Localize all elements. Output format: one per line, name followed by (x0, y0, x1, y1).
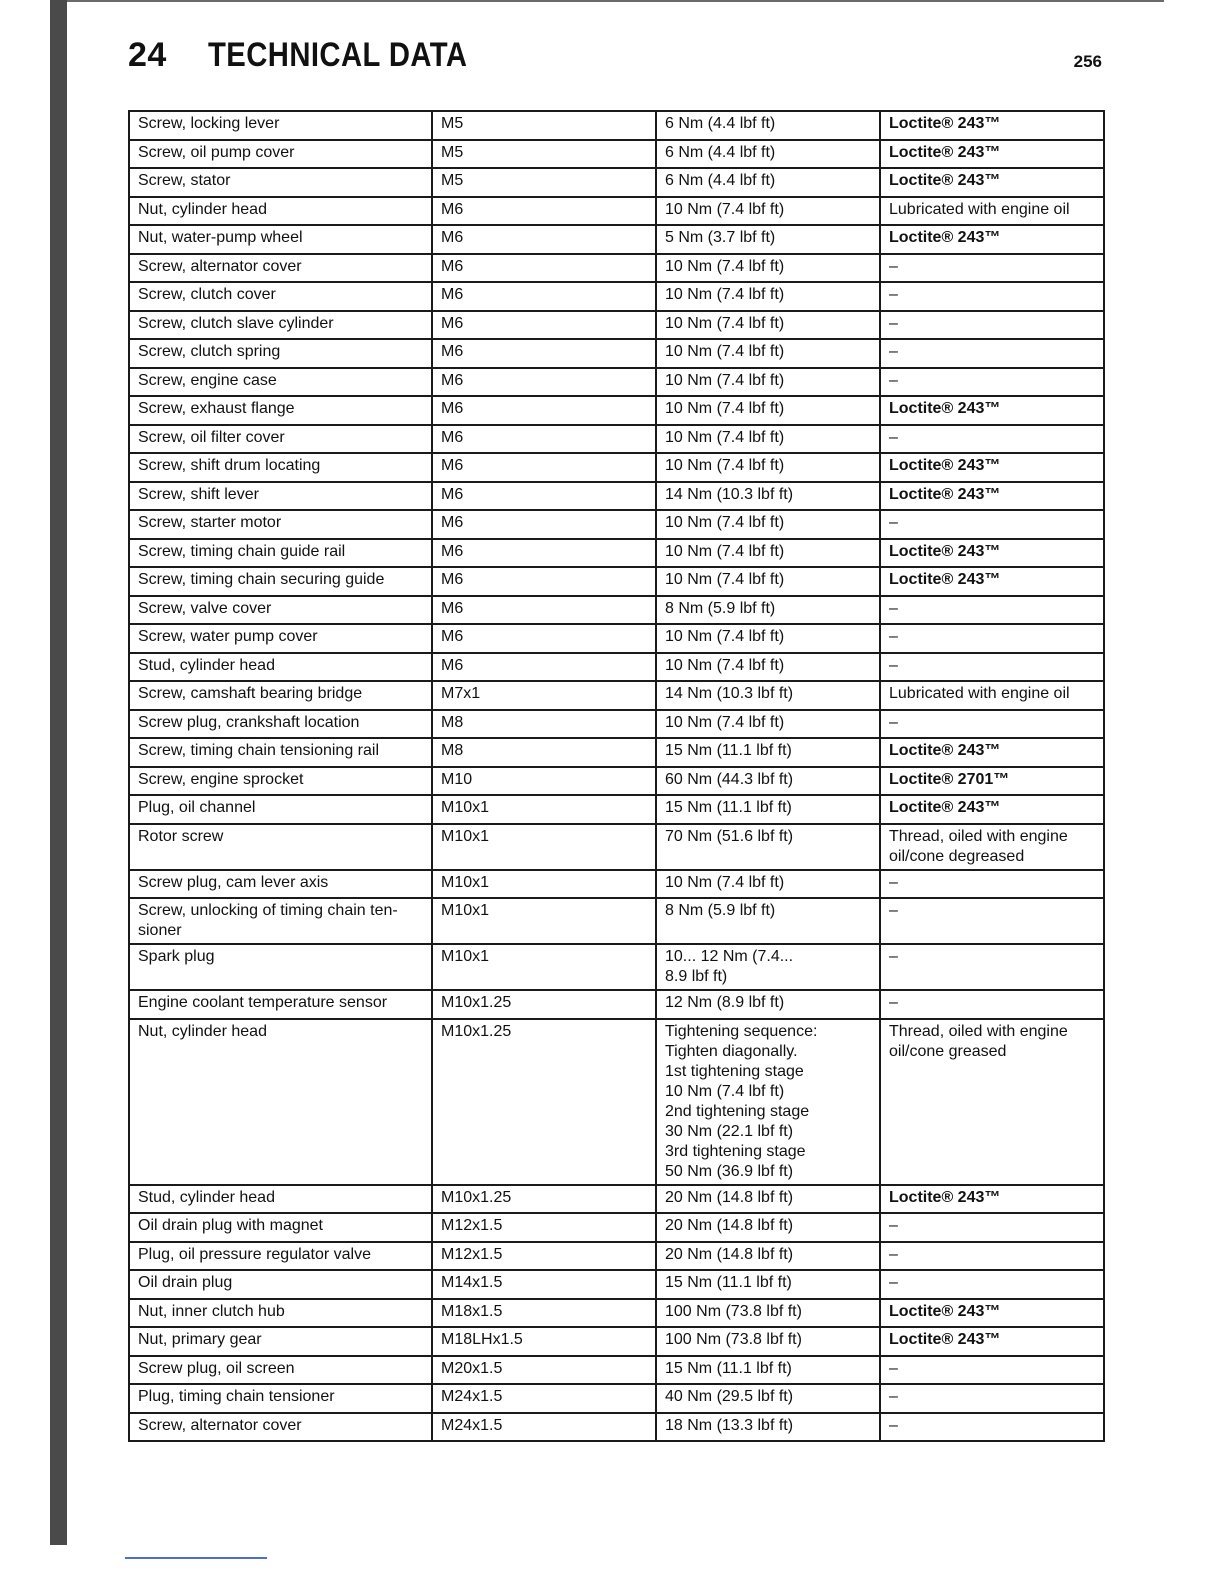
table-cell-remark: Loctite® 243™ (880, 225, 1104, 254)
table-cell-remark: – (880, 1213, 1104, 1242)
table-cell-thread: M10 (432, 767, 656, 796)
table-cell-remark: – (880, 311, 1104, 340)
table-cell-component: Engine coolant temperature sensor (129, 990, 432, 1019)
table-row (129, 653, 1104, 682)
table-row (129, 425, 1104, 454)
table-cell-torque: 15 Nm (11.1 lbf ft) (656, 795, 880, 824)
table-row (129, 710, 1104, 739)
table-cell-thread: M6 (432, 396, 656, 425)
table-cell-remark: Lubricated with engine oil (880, 681, 1104, 710)
table-cell-component: Screw, starter motor (129, 510, 432, 539)
table-cell-component: Oil drain plug (129, 1270, 432, 1299)
table-cell-thread: M10x1 (432, 944, 656, 990)
table-cell-remark: Loctite® 243™ (880, 140, 1104, 169)
table-cell-remark: Thread, oiled with engine oil/cone greased (880, 1019, 1104, 1185)
table-cell-thread: M10x1 (432, 824, 656, 870)
table-cell-remark: – (880, 282, 1104, 311)
table-row (129, 197, 1104, 226)
table-cell-torque: 10... 12 Nm (7.4... 8.9 lbf ft) (656, 944, 880, 990)
table-cell-remark: Loctite® 243™ (880, 453, 1104, 482)
table-cell-torque: 10 Nm (7.4 lbf ft) (656, 254, 880, 283)
table-cell-component: Stud, cylinder head (129, 653, 432, 682)
table-row (129, 898, 1104, 944)
table-cell-thread: M6 (432, 339, 656, 368)
table-cell-thread: M10x1 (432, 898, 656, 944)
table-row (129, 1213, 1104, 1242)
table-row (129, 225, 1104, 254)
table-cell-remark: Loctite® 243™ (880, 1327, 1104, 1356)
table-row (129, 168, 1104, 197)
table-cell-component: Nut, cylinder head (129, 197, 432, 226)
table-row (129, 1019, 1104, 1185)
table-row (129, 944, 1104, 990)
table-cell-thread: M6 (432, 653, 656, 682)
table-cell-remark: Loctite® 243™ (880, 738, 1104, 767)
table-cell-thread: M6 (432, 624, 656, 653)
table-cell-torque: 100 Nm (73.8 lbf ft) (656, 1299, 880, 1328)
page-top-rule (67, 0, 1164, 2)
table-row (129, 140, 1104, 169)
table-cell-remark: Loctite® 243™ (880, 111, 1104, 140)
table-cell-component: Screw, unlocking of timing chain ten- sioner (129, 898, 432, 944)
table-row (129, 767, 1104, 796)
page-number: 256 (1073, 52, 1102, 71)
table-row (129, 368, 1104, 397)
table-cell-torque: 10 Nm (7.4 lbf ft) (656, 311, 880, 340)
table-cell-torque: 10 Nm (7.4 lbf ft) (656, 510, 880, 539)
table-cell-torque: 10 Nm (7.4 lbf ft) (656, 339, 880, 368)
table-cell-torque: 70 Nm (51.6 lbf ft) (656, 824, 880, 870)
table-cell-torque: 10 Nm (7.4 lbf ft) (656, 282, 880, 311)
table-cell-component: Screw, clutch cover (129, 282, 432, 311)
table-row (129, 1413, 1104, 1442)
table-cell-component: Screw, valve cover (129, 596, 432, 625)
table-cell-torque: 5 Nm (3.7 lbf ft) (656, 225, 880, 254)
table-row (129, 624, 1104, 653)
table-cell-remark: – (880, 870, 1104, 899)
table-row (129, 311, 1104, 340)
table-cell-component: Screw, locking lever (129, 111, 432, 140)
table-cell-thread: M10x1.25 (432, 990, 656, 1019)
table-cell-component: Screw, alternator cover (129, 1413, 432, 1442)
table-cell-component: Screw, oil filter cover (129, 425, 432, 454)
table-row (129, 254, 1104, 283)
table-cell-component: Screw, clutch spring (129, 339, 432, 368)
table-cell-remark: – (880, 1413, 1104, 1442)
table-cell-remark: – (880, 944, 1104, 990)
table-cell-thread: M8 (432, 738, 656, 767)
table-cell-component: Nut, inner clutch hub (129, 1299, 432, 1328)
table-cell-component: Screw, oil pump cover (129, 140, 432, 169)
table-cell-torque: 15 Nm (11.1 lbf ft) (656, 1270, 880, 1299)
table-cell-component: Nut, primary gear (129, 1327, 432, 1356)
table-cell-remark: Loctite® 243™ (880, 567, 1104, 596)
table-cell-torque: 6 Nm (4.4 lbf ft) (656, 168, 880, 197)
bottom-link-underline (125, 1557, 267, 1559)
table-cell-remark: Loctite® 243™ (880, 795, 1104, 824)
table-cell-remark: – (880, 1242, 1104, 1271)
table-row (129, 111, 1104, 140)
table-row (129, 539, 1104, 568)
table-cell-component: Stud, cylinder head (129, 1185, 432, 1214)
torque-spec-table (128, 110, 1105, 1442)
table-row (129, 339, 1104, 368)
table-cell-torque: 20 Nm (14.8 lbf ft) (656, 1213, 880, 1242)
table-row (129, 1384, 1104, 1413)
table-cell-thread: M6 (432, 596, 656, 625)
table-cell-component: Oil drain plug with magnet (129, 1213, 432, 1242)
table-cell-remark: Thread, oiled with engine oil/cone degreased (880, 824, 1104, 870)
table-cell-thread: M6 (432, 254, 656, 283)
table-cell-thread: M6 (432, 510, 656, 539)
table-row (129, 282, 1104, 311)
table-cell-component: Plug, timing chain tensioner (129, 1384, 432, 1413)
table-cell-component: Screw, shift drum locating (129, 453, 432, 482)
table-cell-component: Spark plug (129, 944, 432, 990)
table-cell-torque: Tightening sequence: Tighten diagonally. 1st tightening stage 10 Nm (7.4 lbf ft) 2nd tightening stage 30 Nm (22.1 lbf ft) 3rd tightening stage 50 Nm (36.9 lbf ft) (656, 1019, 880, 1185)
table-cell-thread: M6 (432, 282, 656, 311)
table-cell-torque: 10 Nm (7.4 lbf ft) (656, 396, 880, 425)
table-row (129, 1356, 1104, 1385)
table-cell-remark: Loctite® 243™ (880, 168, 1104, 197)
table-cell-torque: 20 Nm (14.8 lbf ft) (656, 1185, 880, 1214)
table-cell-thread: M6 (432, 225, 656, 254)
table-row (129, 396, 1104, 425)
table-cell-remark: Loctite® 243™ (880, 482, 1104, 511)
table-cell-thread: M20x1.5 (432, 1356, 656, 1385)
chapter-title: TECHNICAL DATA (208, 36, 468, 74)
table-cell-component: Nut, cylinder head (129, 1019, 432, 1185)
table-row (129, 1242, 1104, 1271)
table-row (129, 990, 1104, 1019)
table-cell-torque: 10 Nm (7.4 lbf ft) (656, 453, 880, 482)
table-cell-thread: M7x1 (432, 681, 656, 710)
table-cell-remark: – (880, 368, 1104, 397)
page-left-bar (50, 0, 67, 1545)
table-cell-remark: – (880, 254, 1104, 283)
table-cell-thread: M6 (432, 368, 656, 397)
table-cell-remark: – (880, 624, 1104, 653)
table-cell-thread: M24x1.5 (432, 1413, 656, 1442)
table-cell-remark: – (880, 1384, 1104, 1413)
table-cell-torque: 10 Nm (7.4 lbf ft) (656, 425, 880, 454)
table-cell-component: Screw, exhaust flange (129, 396, 432, 425)
table-cell-thread: M6 (432, 197, 656, 226)
table-cell-thread: M10x1 (432, 870, 656, 899)
table-cell-component: Screw, clutch slave cylinder (129, 311, 432, 340)
table-cell-remark: – (880, 710, 1104, 739)
table-row (129, 870, 1104, 899)
table-cell-torque: 100 Nm (73.8 lbf ft) (656, 1327, 880, 1356)
table-cell-remark: Lubricated with engine oil (880, 197, 1104, 226)
table-cell-thread: M10x1.25 (432, 1185, 656, 1214)
table-cell-remark: Loctite® 243™ (880, 1185, 1104, 1214)
table-row (129, 453, 1104, 482)
table-row (129, 1299, 1104, 1328)
table-cell-component: Screw, timing chain guide rail (129, 539, 432, 568)
table-row (129, 1270, 1104, 1299)
table-cell-torque: 8 Nm (5.9 lbf ft) (656, 596, 880, 625)
table-row (129, 1327, 1104, 1356)
table-row (129, 482, 1104, 511)
table-cell-thread: M6 (432, 425, 656, 454)
table-row (129, 681, 1104, 710)
table-cell-component: Screw plug, cam lever axis (129, 870, 432, 899)
table-cell-component: Screw, timing chain securing guide (129, 567, 432, 596)
table-row (129, 1185, 1104, 1214)
table-cell-torque: 10 Nm (7.4 lbf ft) (656, 653, 880, 682)
table-cell-component: Screw plug, oil screen (129, 1356, 432, 1385)
page-header (128, 36, 1104, 80)
table-cell-remark: – (880, 990, 1104, 1019)
table-cell-thread: M8 (432, 710, 656, 739)
table-cell-torque: 14 Nm (10.3 lbf ft) (656, 681, 880, 710)
table-cell-thread: M10x1.25 (432, 1019, 656, 1185)
table-cell-component: Screw, camshaft bearing bridge (129, 681, 432, 710)
table-cell-remark: – (880, 596, 1104, 625)
table-cell-thread: M10x1 (432, 795, 656, 824)
table-cell-thread: M12x1.5 (432, 1213, 656, 1242)
table-cell-component: Screw, alternator cover (129, 254, 432, 283)
table-cell-remark: – (880, 1270, 1104, 1299)
table-row (129, 738, 1104, 767)
table-cell-component: Screw, engine sprocket (129, 767, 432, 796)
table-cell-remark: – (880, 339, 1104, 368)
table-cell-component: Screw, timing chain tensioning rail (129, 738, 432, 767)
table-cell-torque: 15 Nm (11.1 lbf ft) (656, 1356, 880, 1385)
table-cell-torque: 12 Nm (8.9 lbf ft) (656, 990, 880, 1019)
table-cell-thread: M18x1.5 (432, 1299, 656, 1328)
table-cell-torque: 6 Nm (4.4 lbf ft) (656, 140, 880, 169)
table-cell-torque: 18 Nm (13.3 lbf ft) (656, 1413, 880, 1442)
table-cell-torque: 40 Nm (29.5 lbf ft) (656, 1384, 880, 1413)
table-cell-torque: 10 Nm (7.4 lbf ft) (656, 197, 880, 226)
table-cell-component: Plug, oil pressure regulator valve (129, 1242, 432, 1271)
table-cell-thread: M24x1.5 (432, 1384, 656, 1413)
table-cell-component: Screw, stator (129, 168, 432, 197)
table-cell-component: Screw plug, crankshaft location (129, 710, 432, 739)
table-cell-remark: Loctite® 243™ (880, 539, 1104, 568)
table-row (129, 510, 1104, 539)
table-cell-torque: 10 Nm (7.4 lbf ft) (656, 539, 880, 568)
table-cell-component: Screw, shift lever (129, 482, 432, 511)
table-cell-torque: 20 Nm (14.8 lbf ft) (656, 1242, 880, 1271)
table-cell-thread: M5 (432, 168, 656, 197)
table-cell-remark: – (880, 653, 1104, 682)
table-cell-thread: M5 (432, 111, 656, 140)
table-cell-torque: 14 Nm (10.3 lbf ft) (656, 482, 880, 511)
table-cell-torque: 10 Nm (7.4 lbf ft) (656, 567, 880, 596)
table-cell-thread: M6 (432, 311, 656, 340)
table-cell-thread: M6 (432, 567, 656, 596)
table-cell-thread: M6 (432, 453, 656, 482)
table-cell-torque: 10 Nm (7.4 lbf ft) (656, 368, 880, 397)
table-cell-thread: M18LHx1.5 (432, 1327, 656, 1356)
table-cell-thread: M6 (432, 539, 656, 568)
table-cell-component: Plug, oil channel (129, 795, 432, 824)
table-cell-torque: 10 Nm (7.4 lbf ft) (656, 624, 880, 653)
table-cell-remark: – (880, 898, 1104, 944)
table-row (129, 824, 1104, 870)
table-cell-thread: M5 (432, 140, 656, 169)
table-cell-thread: M14x1.5 (432, 1270, 656, 1299)
table-cell-component: Nut, water-pump wheel (129, 225, 432, 254)
table-cell-thread: M6 (432, 482, 656, 511)
table-cell-torque: 10 Nm (7.4 lbf ft) (656, 870, 880, 899)
table-cell-torque: 15 Nm (11.1 lbf ft) (656, 738, 880, 767)
table-cell-remark: Loctite® 2701™ (880, 767, 1104, 796)
chapter-number: 24 (128, 36, 167, 74)
table-cell-thread: M12x1.5 (432, 1242, 656, 1271)
torque-spec-table-body (129, 111, 1104, 1441)
table-row (129, 567, 1104, 596)
table-cell-torque: 60 Nm (44.3 lbf ft) (656, 767, 880, 796)
table-cell-remark: – (880, 425, 1104, 454)
table-row (129, 795, 1104, 824)
table-cell-component: Screw, water pump cover (129, 624, 432, 653)
table-cell-remark: Loctite® 243™ (880, 396, 1104, 425)
table-cell-remark: – (880, 1356, 1104, 1385)
table-cell-component: Screw, engine case (129, 368, 432, 397)
table-cell-torque: 10 Nm (7.4 lbf ft) (656, 710, 880, 739)
table-row (129, 596, 1104, 625)
table-cell-component: Rotor screw (129, 824, 432, 870)
table-cell-remark: – (880, 510, 1104, 539)
table-cell-torque: 6 Nm (4.4 lbf ft) (656, 111, 880, 140)
table-cell-torque: 8 Nm (5.9 lbf ft) (656, 898, 880, 944)
table-cell-remark: Loctite® 243™ (880, 1299, 1104, 1328)
